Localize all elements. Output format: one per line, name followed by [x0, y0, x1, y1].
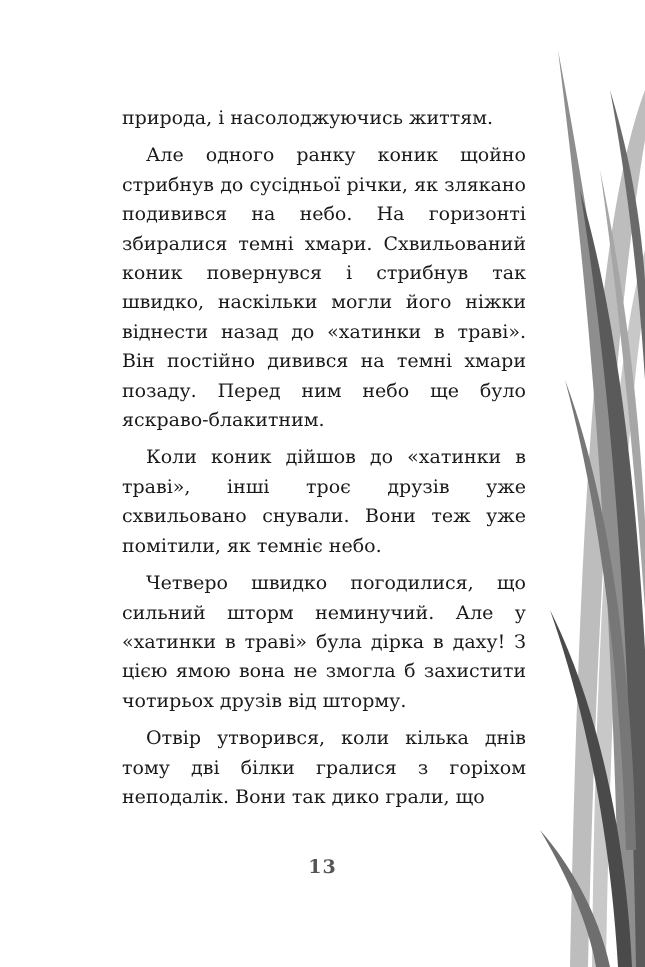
grass-blades-illustration-icon	[540, 50, 645, 967]
paragraph: Коли коник дійшов до «хатинки в траві», інші троє друзів уже схвильовано снували. Вони теж уже помітили, як темніє небо.	[122, 446, 526, 557]
paragraph: Але одного ранку коник щойно стрибнув до сусідньої річки, як злякано подивився на небо. На горизонті збиралися темні хмари. Схвильований коник повернувся і стрибнув так швидко, наскільки могли його ніжки віднести назад до «хатинки в траві». Він постійно дивився на темні хмари позаду. Перед ним небо ще було яскраво-блакитним.	[122, 144, 526, 432]
paragraph: Четверо швидко погодилися, що сильний шторм неминучий. Але у «хатинки в траві» була дірка в даху! З цією ямою вона не змогла б захистити чотирьох друзів від шторму.	[122, 572, 526, 712]
page-number: 13	[308, 856, 337, 878]
paragraph: природа, і насолоджуючись життям.	[122, 107, 494, 129]
page-text	[122, 104, 526, 820]
paragraph: Отвір утворився, коли кілька днів тому дві білки гралися з горіхом неподалік. Вони так дико грали, що	[122, 727, 526, 808]
